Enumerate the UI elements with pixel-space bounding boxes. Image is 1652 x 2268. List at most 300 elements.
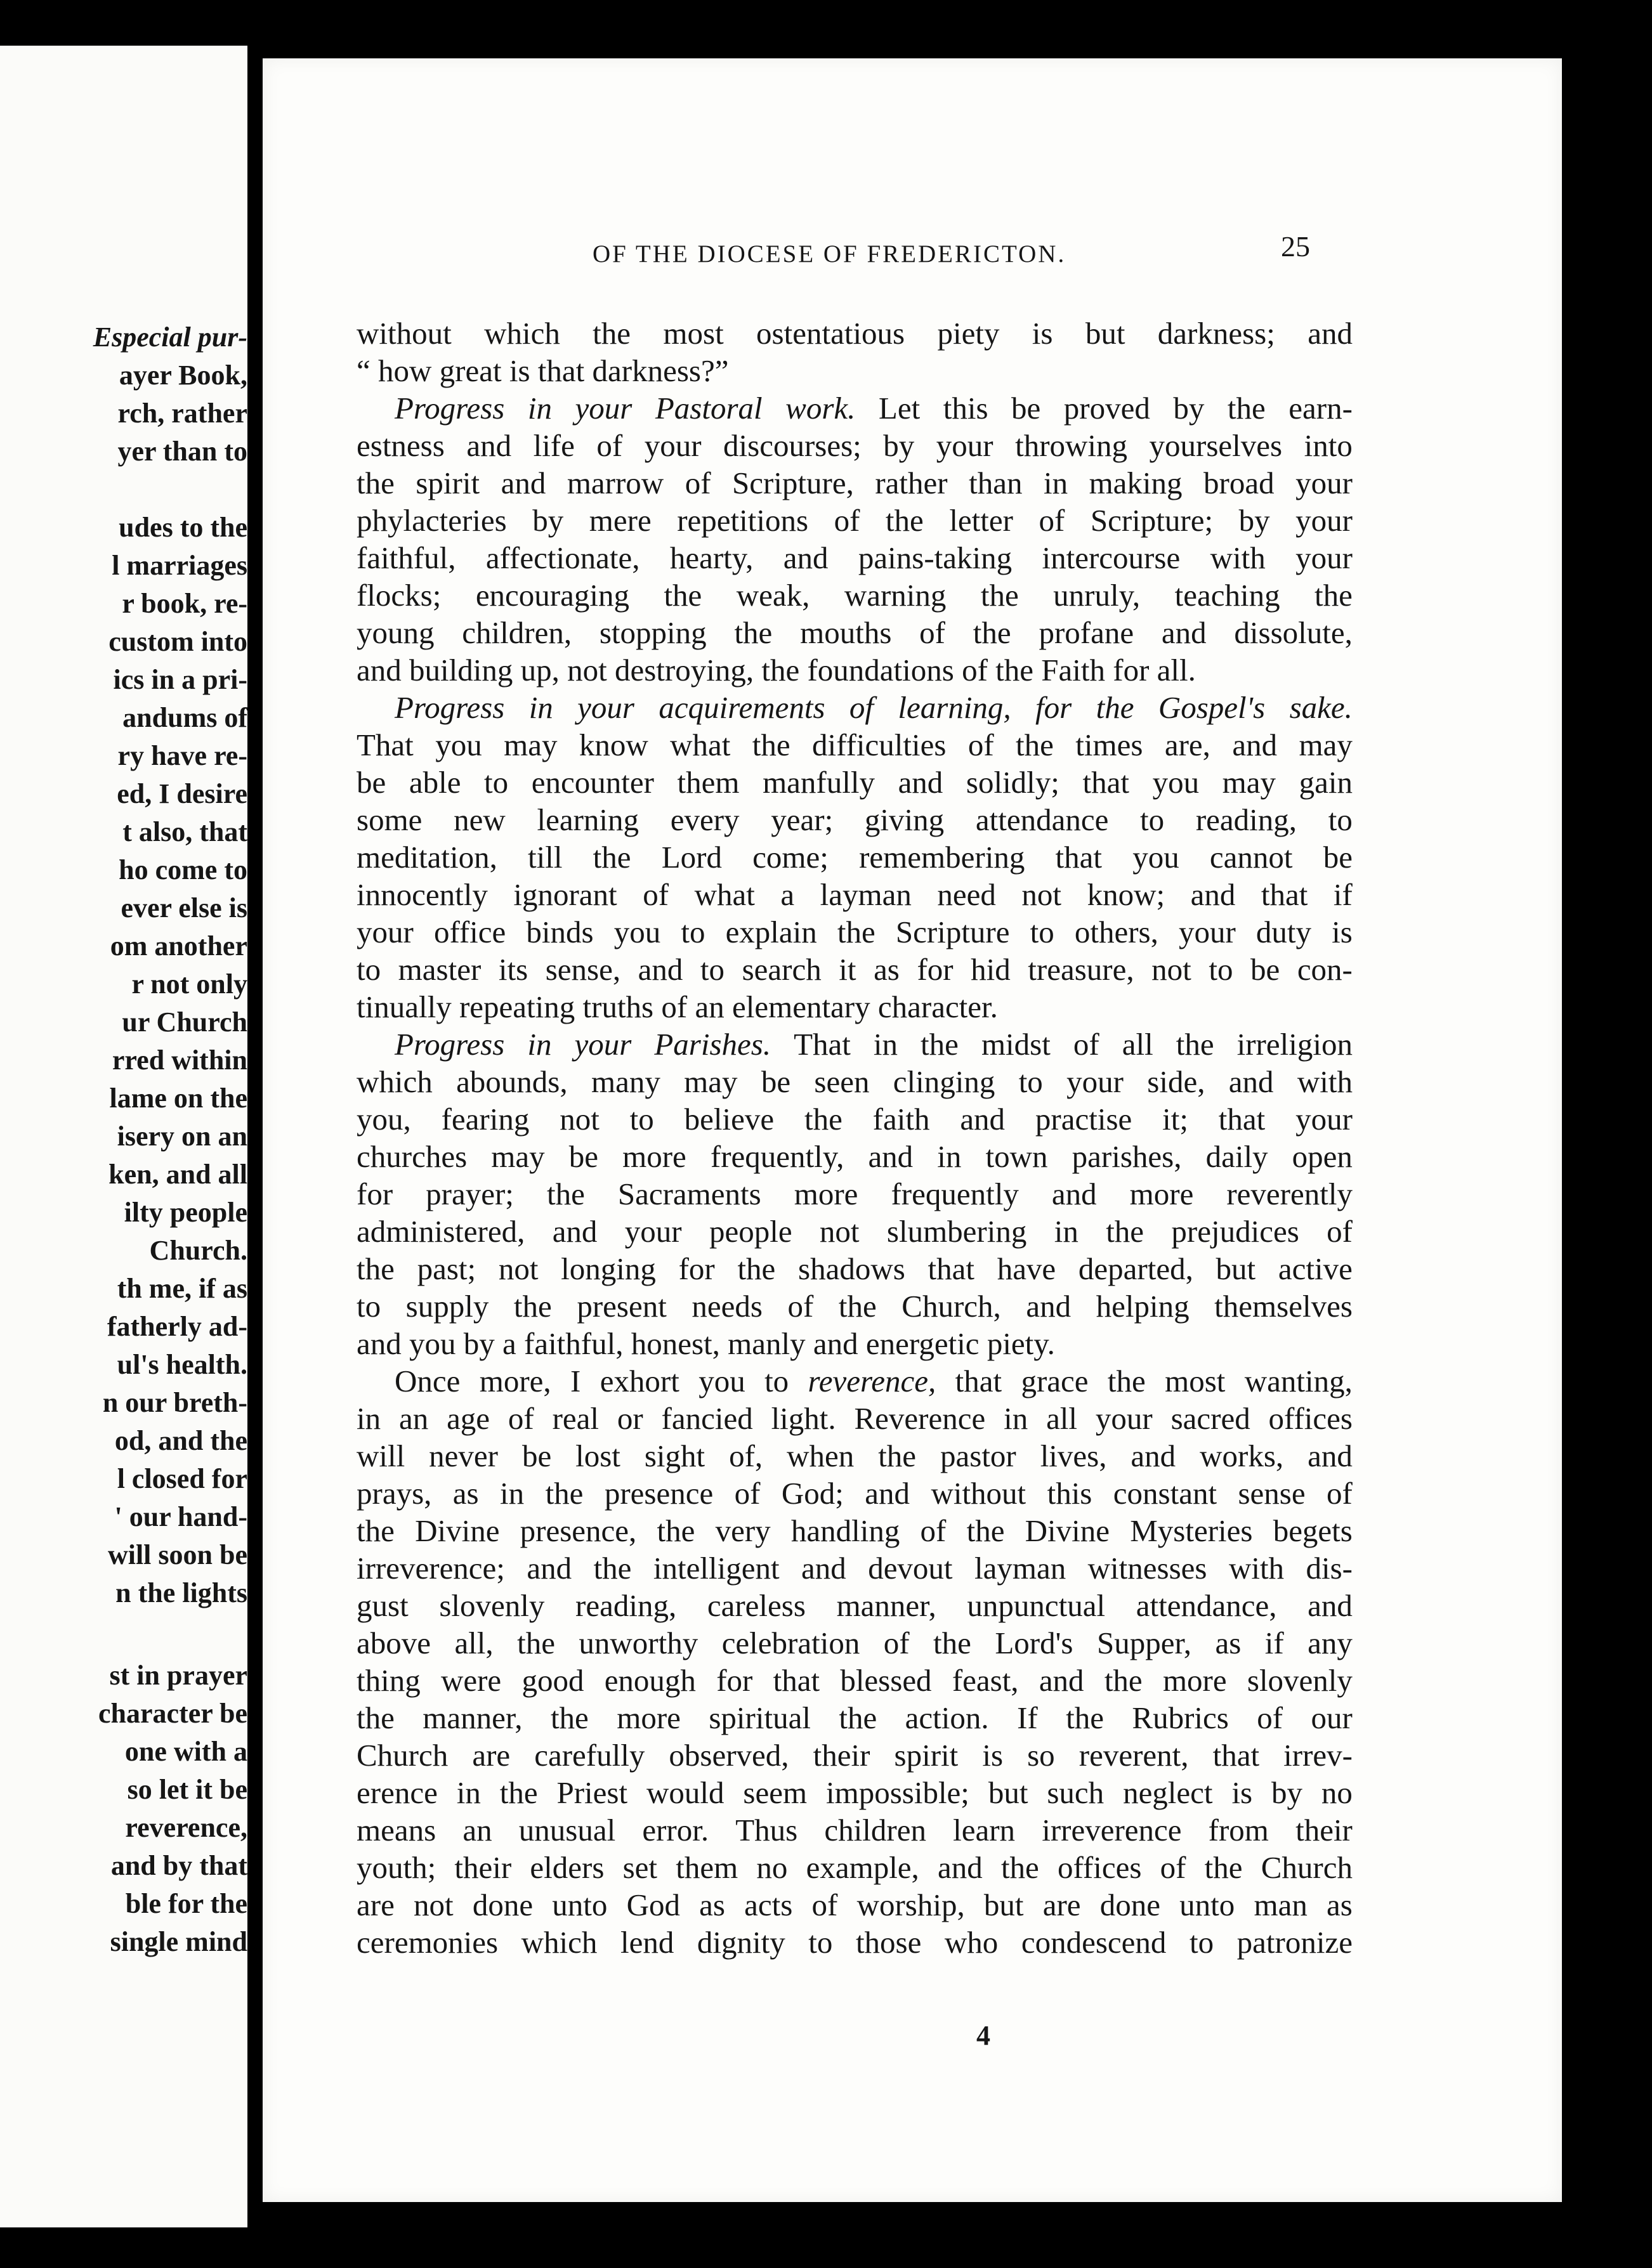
body-word: what bbox=[694, 877, 755, 912]
body-line bbox=[357, 1213, 1353, 1250]
body-word: this bbox=[943, 391, 988, 426]
body-word: darkness?” bbox=[592, 353, 729, 388]
body-word: weak, bbox=[736, 578, 810, 613]
body-word: proved bbox=[1063, 391, 1150, 426]
body-word: but bbox=[983, 1887, 1024, 1922]
left-page-line: r book, re- bbox=[122, 588, 247, 619]
body-word: Priest bbox=[556, 1775, 628, 1810]
body-word: unpunctual bbox=[967, 1588, 1106, 1623]
body-word: the bbox=[973, 615, 1011, 650]
body-word: and bbox=[938, 1850, 983, 1885]
body-word: unto bbox=[1179, 1887, 1235, 1922]
body-word: as bbox=[1215, 1626, 1242, 1660]
body-word: and bbox=[552, 1214, 598, 1249]
left-page-line: od, and the bbox=[114, 1425, 247, 1456]
body-word: in bbox=[1004, 1401, 1028, 1436]
body-word: may bbox=[504, 727, 558, 762]
body-word: the bbox=[921, 1027, 959, 1062]
body-word: Parishes. bbox=[654, 1027, 771, 1062]
body-word: Thus bbox=[735, 1813, 798, 1848]
left-page-line: reverence, bbox=[125, 1812, 247, 1843]
body-line bbox=[357, 1362, 1353, 1400]
body-word: example, bbox=[806, 1850, 919, 1885]
body-word: offices bbox=[1058, 1850, 1142, 1885]
body-word: Once bbox=[395, 1364, 461, 1398]
body-word: for bbox=[1035, 690, 1072, 725]
body-word: them bbox=[676, 1850, 738, 1885]
body-word: Supper, bbox=[1096, 1626, 1192, 1660]
body-word: of bbox=[643, 877, 669, 912]
body-line bbox=[357, 614, 1353, 651]
left-page-line: isery on an bbox=[117, 1121, 247, 1152]
left-page-line: ur Church bbox=[122, 1007, 247, 1038]
body-word: constant bbox=[1113, 1476, 1217, 1511]
body-word: when bbox=[787, 1438, 855, 1473]
body-word: able bbox=[409, 765, 461, 800]
body-word: as bbox=[452, 1476, 479, 1511]
body-word: are bbox=[472, 1738, 511, 1773]
body-word: to bbox=[1189, 1925, 1214, 1960]
body-word: most bbox=[1165, 1364, 1226, 1398]
body-word: more bbox=[794, 1176, 858, 1211]
body-word: encouraging bbox=[475, 578, 629, 613]
body-word: seen bbox=[814, 1064, 870, 1099]
body-word: the bbox=[593, 1551, 632, 1586]
body-word: of bbox=[1160, 1850, 1186, 1885]
body-word: earn- bbox=[1288, 391, 1353, 426]
body-word: past; bbox=[417, 1251, 476, 1286]
body-word: will bbox=[357, 1438, 405, 1473]
body-word: life bbox=[533, 428, 575, 463]
body-word: honest, bbox=[631, 1326, 728, 1361]
body-word: and bbox=[1161, 615, 1207, 650]
body-word: know bbox=[579, 727, 648, 762]
body-word: solidly; bbox=[966, 765, 1059, 800]
body-word: you bbox=[698, 1364, 745, 1398]
body-word: not bbox=[567, 653, 615, 688]
body-word: people bbox=[709, 1214, 792, 1249]
body-word: layman bbox=[820, 877, 912, 912]
body-word: in bbox=[527, 391, 552, 426]
left-page-line: n the lights bbox=[115, 1577, 247, 1608]
body-word: grace bbox=[1021, 1364, 1089, 1398]
left-page-line: ' our hand- bbox=[114, 1501, 247, 1532]
body-word: children, bbox=[462, 615, 572, 650]
body-word: for bbox=[357, 1176, 393, 1211]
body-line bbox=[357, 1886, 1353, 1924]
body-word: Divine bbox=[1025, 1513, 1110, 1548]
body-word: all bbox=[1046, 1401, 1078, 1436]
body-word: their bbox=[1295, 1813, 1353, 1848]
body-word: ignorant bbox=[513, 877, 617, 912]
body-word: your bbox=[1295, 503, 1353, 538]
body-word: themselves bbox=[1214, 1289, 1353, 1324]
body-word: and bbox=[865, 1476, 910, 1511]
body-line bbox=[357, 801, 1353, 838]
body-word: to bbox=[808, 1925, 833, 1960]
body-word: darkness; bbox=[1157, 316, 1275, 351]
body-word: and bbox=[1039, 1663, 1084, 1698]
left-page-line: single mind bbox=[110, 1926, 247, 1957]
body-word: duty bbox=[1255, 915, 1312, 949]
body-word: Progress bbox=[395, 391, 505, 426]
body-word: without bbox=[931, 1476, 1026, 1511]
body-word: attendance bbox=[975, 802, 1109, 837]
body-word: the bbox=[593, 840, 631, 875]
body-word: and bbox=[527, 1551, 572, 1586]
body-word: spiritual bbox=[709, 1700, 811, 1735]
body-word: estness bbox=[357, 428, 445, 463]
body-word: an bbox=[398, 1401, 429, 1436]
body-word: the bbox=[517, 1626, 555, 1660]
body-word: but bbox=[988, 1775, 1028, 1810]
body-word: Divine bbox=[415, 1513, 500, 1548]
body-word: dissolute, bbox=[1234, 615, 1353, 650]
body-word: by bbox=[1173, 391, 1205, 426]
left-page-line: Church. bbox=[149, 1235, 247, 1266]
body-line bbox=[357, 352, 1353, 389]
body-word: by bbox=[1238, 503, 1270, 538]
body-word: exhort bbox=[600, 1364, 679, 1398]
body-word: to bbox=[1209, 952, 1233, 987]
body-word: that bbox=[928, 1251, 974, 1286]
body-word: carefully bbox=[534, 1738, 645, 1773]
body-word: erence bbox=[357, 1775, 438, 1810]
body-word: impossible; bbox=[825, 1775, 969, 1810]
body-word: side, bbox=[1147, 1064, 1205, 1099]
body-word: careless bbox=[707, 1588, 806, 1623]
left-page-line: fatherly ad- bbox=[107, 1311, 247, 1342]
body-word: great bbox=[439, 353, 509, 388]
body-word: lives, bbox=[1040, 1438, 1107, 1473]
body-word: of bbox=[1039, 503, 1065, 538]
body-word: of bbox=[811, 1887, 838, 1922]
body-word: above bbox=[357, 1626, 431, 1660]
body-word: to bbox=[1140, 802, 1165, 837]
body-word: offices bbox=[1268, 1401, 1353, 1436]
body-word: and bbox=[898, 765, 943, 800]
left-page-line: ed, I desire bbox=[117, 778, 247, 809]
body-word: helping bbox=[1096, 1289, 1190, 1324]
body-word: of bbox=[962, 653, 996, 688]
body-word: no bbox=[1321, 1775, 1353, 1810]
body-word: energetic bbox=[865, 1326, 987, 1361]
body-word: blessed bbox=[840, 1663, 932, 1698]
body-word: the bbox=[545, 1476, 584, 1511]
body-word: destroying, bbox=[614, 653, 762, 688]
body-word: may bbox=[1222, 765, 1276, 800]
body-word: and bbox=[1131, 1438, 1176, 1473]
body-text bbox=[357, 315, 1353, 1961]
body-word: more, bbox=[479, 1364, 551, 1398]
body-word: your bbox=[644, 428, 702, 463]
body-word: an bbox=[695, 989, 732, 1024]
body-word: unto bbox=[552, 1887, 608, 1922]
body-word: or bbox=[617, 1401, 643, 1436]
body-word: spirit bbox=[894, 1738, 959, 1773]
body-word: explain bbox=[725, 915, 817, 949]
body-word: ceremonies bbox=[357, 1925, 499, 1960]
body-word: your bbox=[574, 1027, 632, 1062]
body-word: administered, bbox=[357, 1214, 525, 1249]
body-word: the bbox=[1066, 1700, 1104, 1735]
body-word: reading, bbox=[575, 1588, 677, 1623]
body-word: the bbox=[878, 1438, 917, 1473]
body-word: your bbox=[577, 690, 634, 725]
body-word: the bbox=[657, 1513, 695, 1548]
body-word: meditation, bbox=[357, 840, 497, 875]
body-word: enough bbox=[604, 1663, 696, 1698]
body-word: all, bbox=[454, 1626, 494, 1660]
body-word: worship, bbox=[856, 1887, 965, 1922]
body-word: the bbox=[1104, 1663, 1143, 1698]
body-word: longing bbox=[561, 1251, 656, 1286]
body-word: the bbox=[837, 915, 875, 949]
body-word: for bbox=[917, 952, 954, 987]
body-word: to bbox=[1030, 915, 1054, 949]
body-word: by bbox=[1271, 1775, 1303, 1810]
body-word: children bbox=[824, 1813, 926, 1848]
body-word: presence, bbox=[520, 1513, 637, 1548]
body-word: unruly, bbox=[1053, 578, 1141, 613]
body-word: needs bbox=[692, 1289, 763, 1324]
body-word: elementary bbox=[731, 989, 878, 1024]
left-page-line: and by that bbox=[110, 1850, 247, 1881]
body-word: without bbox=[357, 316, 452, 351]
body-word: your bbox=[1095, 1401, 1153, 1436]
body-word: in bbox=[528, 690, 553, 725]
body-word: done bbox=[1099, 1887, 1160, 1922]
body-word: a bbox=[502, 1326, 524, 1361]
left-page-line: st in prayer bbox=[109, 1660, 247, 1691]
body-word: very bbox=[715, 1513, 771, 1548]
body-word: the bbox=[357, 1513, 395, 1548]
body-word: believe bbox=[684, 1102, 775, 1137]
body-word: all. bbox=[1157, 653, 1196, 688]
body-word: and bbox=[1051, 1176, 1097, 1211]
body-word: flocks; bbox=[357, 578, 442, 613]
body-line bbox=[357, 389, 1353, 427]
body-word: to bbox=[681, 915, 705, 949]
body-word: Church bbox=[357, 1738, 449, 1773]
body-word: of bbox=[919, 615, 945, 650]
left-page-line: udes to the bbox=[119, 512, 247, 543]
body-word: faithful, bbox=[357, 540, 456, 575]
body-word: to bbox=[700, 952, 725, 987]
body-word: of bbox=[849, 690, 874, 725]
body-word: the bbox=[761, 653, 808, 688]
body-word: your bbox=[357, 915, 414, 949]
body-word: warning bbox=[844, 578, 947, 613]
body-word: need bbox=[937, 877, 996, 912]
body-word: the bbox=[980, 578, 1019, 613]
body-word: so bbox=[1027, 1738, 1055, 1773]
body-word: if bbox=[1333, 877, 1353, 912]
body-line bbox=[357, 1624, 1353, 1662]
body-word: Reverence bbox=[854, 1401, 986, 1436]
body-word: and bbox=[1308, 1588, 1353, 1623]
body-word: condescend bbox=[1021, 1925, 1167, 1960]
body-word: of bbox=[967, 727, 994, 762]
body-word: attendance, bbox=[1136, 1588, 1277, 1623]
body-word: age bbox=[447, 1401, 490, 1436]
body-word: the bbox=[1106, 1214, 1144, 1249]
body-word: come; bbox=[752, 840, 829, 875]
body-word: daily bbox=[1205, 1139, 1268, 1174]
body-word: youth; bbox=[357, 1850, 436, 1885]
body-word: repeating bbox=[459, 989, 583, 1024]
body-word: begets bbox=[1273, 1513, 1353, 1548]
body-word: the bbox=[734, 615, 773, 650]
body-word: Pastoral bbox=[655, 391, 763, 426]
body-word: be bbox=[1250, 952, 1280, 987]
body-word: your bbox=[1178, 915, 1236, 949]
body-word: the bbox=[546, 1176, 585, 1211]
body-word: the bbox=[838, 1289, 877, 1324]
body-word: sense bbox=[1238, 1476, 1306, 1511]
body-word: wanting, bbox=[1244, 1364, 1353, 1398]
body-word: abounds, bbox=[456, 1064, 568, 1099]
body-word: it bbox=[839, 952, 856, 987]
body-word: the bbox=[995, 653, 1042, 688]
left-page-line: l marriages bbox=[112, 550, 247, 581]
body-word: acts bbox=[744, 1887, 793, 1922]
body-word: marrow bbox=[567, 466, 664, 500]
body-word: in bbox=[456, 1775, 481, 1810]
body-word: the bbox=[737, 1251, 776, 1286]
body-line bbox=[357, 1400, 1353, 1437]
body-word: piety bbox=[937, 316, 1000, 351]
body-word: as bbox=[1327, 1887, 1353, 1922]
body-word: to bbox=[629, 1102, 654, 1137]
left-page-line: lame on the bbox=[109, 1083, 247, 1114]
body-word: intercourse bbox=[1042, 540, 1181, 575]
body-word: our bbox=[1311, 1700, 1353, 1735]
running-header: OF THE DIOCESE OF FREDERICTON. bbox=[593, 240, 1066, 268]
body-word: mere bbox=[589, 503, 652, 538]
left-page-line: andums of bbox=[122, 702, 247, 733]
body-word: the bbox=[752, 727, 790, 762]
body-word: piety. bbox=[987, 1326, 1055, 1361]
body-word: man bbox=[1254, 1887, 1308, 1922]
body-word: as bbox=[874, 952, 900, 987]
body-word: learning bbox=[537, 802, 639, 837]
body-line bbox=[357, 1587, 1353, 1624]
body-word: of bbox=[883, 1626, 910, 1660]
body-line bbox=[357, 315, 1353, 352]
left-page-line: Especial pur- bbox=[93, 322, 247, 353]
body-word: Lord bbox=[661, 840, 722, 875]
body-word: sight bbox=[644, 1438, 705, 1473]
body-word: frequently, bbox=[710, 1139, 844, 1174]
body-word: work. bbox=[785, 391, 856, 426]
body-line bbox=[357, 1774, 1353, 1811]
body-word: of bbox=[834, 503, 860, 538]
body-word: profane bbox=[1039, 615, 1134, 650]
body-word: shadows bbox=[798, 1251, 905, 1286]
body-word: be bbox=[1323, 840, 1353, 875]
body-word: which bbox=[484, 316, 560, 351]
body-word: of bbox=[920, 1513, 947, 1548]
left-page-line: ever else is bbox=[121, 892, 247, 923]
body-word: them bbox=[677, 765, 740, 800]
body-line bbox=[357, 838, 1353, 876]
body-word: and bbox=[466, 428, 512, 463]
body-word: office bbox=[433, 915, 506, 949]
body-word: reading, bbox=[1195, 802, 1297, 837]
body-word: truths bbox=[582, 989, 662, 1024]
left-page-line: ken, and all bbox=[108, 1159, 247, 1190]
body-word: faithful, bbox=[524, 1326, 631, 1361]
body-line bbox=[357, 1026, 1353, 1063]
body-word: lend bbox=[620, 1925, 674, 1960]
body-word: If bbox=[1017, 1700, 1038, 1735]
body-line bbox=[357, 1475, 1353, 1512]
body-word: Faith bbox=[1041, 653, 1113, 688]
body-word: are, bbox=[1164, 727, 1210, 762]
body-word: prejudices bbox=[1171, 1214, 1299, 1249]
body-word: fearing bbox=[441, 1102, 530, 1137]
body-word: in bbox=[937, 1139, 962, 1174]
body-word: elders bbox=[530, 1850, 605, 1885]
body-word: Scripture, bbox=[732, 466, 854, 500]
body-word: present bbox=[577, 1289, 667, 1324]
body-word: and bbox=[1190, 877, 1236, 912]
body-word: in bbox=[1054, 1214, 1078, 1249]
body-word: Mysteries bbox=[1130, 1513, 1253, 1548]
body-word: treasure, bbox=[1028, 952, 1134, 987]
body-word: not bbox=[498, 1251, 539, 1286]
body-word: error. bbox=[642, 1813, 709, 1848]
left-page-line: rch, rather bbox=[117, 398, 247, 429]
body-word: affectionate, bbox=[485, 540, 640, 575]
body-word: who bbox=[944, 1925, 999, 1960]
body-word: God; bbox=[781, 1476, 844, 1511]
body-line bbox=[357, 1737, 1353, 1774]
body-word: an bbox=[462, 1813, 492, 1848]
body-word: Rubrics bbox=[1132, 1700, 1229, 1735]
body-word: in bbox=[500, 1476, 525, 1511]
body-word: of bbox=[685, 466, 711, 500]
body-word: churches bbox=[357, 1139, 468, 1174]
left-page-line: so let it be bbox=[127, 1774, 247, 1805]
right-page bbox=[263, 58, 1562, 2202]
body-word: but bbox=[1216, 1251, 1256, 1286]
body-word: with bbox=[1210, 540, 1266, 575]
body-word: the bbox=[1096, 690, 1134, 725]
body-word: is bbox=[982, 1738, 1004, 1773]
body-word: learning, bbox=[898, 690, 1011, 725]
body-word: the bbox=[357, 466, 395, 500]
left-page-line: will soon be bbox=[107, 1539, 247, 1570]
body-word: irreligion bbox=[1236, 1027, 1353, 1062]
body-word: discourses; bbox=[723, 428, 862, 463]
body-word: acquirements bbox=[659, 690, 825, 725]
body-word: such bbox=[1047, 1775, 1105, 1810]
body-word: of bbox=[787, 1289, 814, 1324]
body-word: its bbox=[498, 952, 528, 987]
left-page-line: ul's health. bbox=[117, 1349, 247, 1380]
body-word: as bbox=[699, 1887, 725, 1922]
body-word: how bbox=[378, 353, 440, 388]
body-word: thing bbox=[357, 1663, 421, 1698]
body-line bbox=[357, 464, 1353, 502]
body-word: making bbox=[1089, 466, 1183, 500]
body-word: year; bbox=[771, 802, 834, 837]
body-word: than bbox=[969, 466, 1023, 500]
body-word: in bbox=[357, 1401, 381, 1436]
body-word: reverently bbox=[1226, 1176, 1353, 1211]
